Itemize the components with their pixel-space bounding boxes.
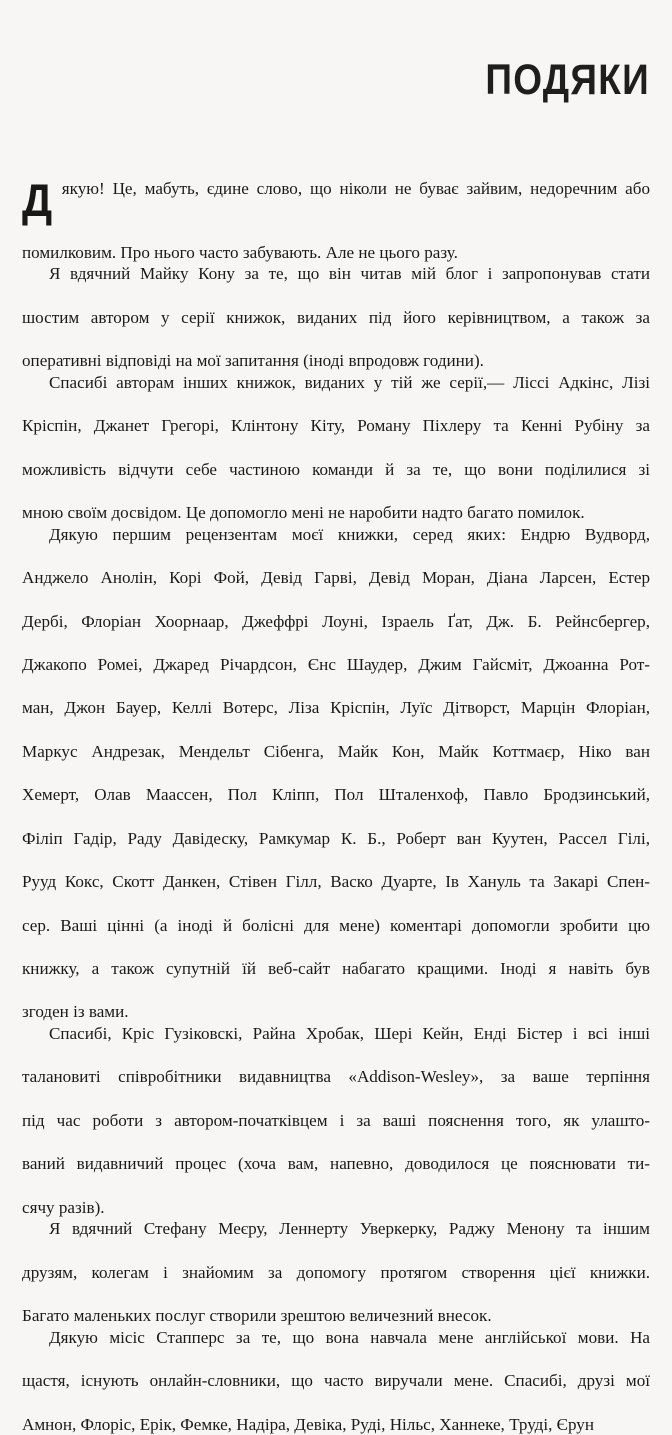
text-line: Філіп Гадір, Раду Давідеску, Рамкумар К. Б., Роберт ван Куутен, Рассел Гілі, bbox=[22, 828, 650, 848]
text-line: якую! Це, мабуть, єдине слово, що ніколи не буває зайвим, недоречним або bbox=[61, 179, 650, 198]
text-line: Джакопо Ромеі, Джаред Річардсон, Єнс Шаудер, Джим Гайсміт, Джоанна Рот- bbox=[22, 655, 650, 675]
paragraph-lines bbox=[22, 372, 650, 524]
paragraph bbox=[22, 1327, 650, 1435]
text-line: талановиті співробітники видавництва «Addison-Wesley», за ваше терпіння bbox=[22, 1067, 650, 1087]
text-line: можливість відчути себе частиною команди й за те, що вони поділилися зі bbox=[22, 459, 650, 479]
paragraph-lines bbox=[22, 1023, 650, 1218]
page-title: ПОДЯКИ bbox=[485, 56, 650, 104]
text-line: Рууд Кокс, Скотт Данкен, Стівен Гілл, Васко Дуарте, Ів Хануль та Закарі Спен- bbox=[22, 872, 650, 892]
text-line: сячу разів). bbox=[22, 1197, 105, 1217]
text-line: під час роботи з автором-початківцем і за ваші пояснення того, як улашто- bbox=[22, 1110, 650, 1130]
text-line: Дякую місіс Стапперс за те, що вона навчала мене англійської мови. На bbox=[49, 1327, 650, 1347]
text-line: Кріспін, Джанет Грегорі, Клінтону Кіту, Роману Піхлеру та Кенні Рубіну за bbox=[22, 416, 650, 436]
text-line: Маркус Андрезак, Мендельт Сібенга, Майк Кон, Майк Коттмаєр, Ніко ван bbox=[22, 741, 650, 761]
text-line: згоден із вами. bbox=[22, 1002, 129, 1022]
text-line: Анджело Анолін, Корі Фой, Девід Гарві, Девід Моран, Діана Ларсен, Естер bbox=[22, 568, 650, 588]
paragraph bbox=[22, 1218, 650, 1327]
text-line: мною своїм досвідом. Це допомогло мені не наробити надто багато помилок. bbox=[22, 503, 585, 523]
drop-cap: Д bbox=[22, 174, 53, 226]
paragraph bbox=[22, 174, 650, 263]
text-line: Хемерт, Олав Маассен, Пол Кліпп, Пол Шталенхоф, Павло Бродзинський, bbox=[22, 785, 650, 805]
text-line: ваний видавничий процес (хоча вам, напевно, доводилося це пояснювати ти- bbox=[22, 1154, 650, 1174]
text-line: Дербі, Флоріан Хоорнаар, Джеффрі Лоуні, Ізраель Ґат, Дж. Б. Рейнсбергер, bbox=[22, 611, 650, 631]
text-line: Амнон, Флоріс, Ерік, Фемке, Надіра, Девіка, Руді, Нільс, Ханнеке, Труді, Єрун bbox=[22, 1414, 594, 1434]
paragraph bbox=[22, 372, 650, 524]
text-line: ман, Джон Бауер, Келлі Вотерс, Ліза Кріспін, Луїс Дітворст, Марцін Флоріан, bbox=[22, 698, 650, 718]
paragraph bbox=[22, 1023, 650, 1218]
text-line: сер. Ваші цінні (а іноді й болісні для мене) коментарі допомогли зробити цю bbox=[22, 915, 650, 935]
text-line: Спасибі авторам інших книжок, виданих у тій же серії,— Ліссі Адкінс, Лізі bbox=[49, 372, 650, 392]
text-line: Спасибі, Кріс Гузіковскі, Райна Хробак, Шері Кейн, Енді Бістер і всі інші bbox=[49, 1024, 650, 1044]
text-line: друзям, колегам і знайомим за допомогу протягом створення цієї книжки. bbox=[22, 1262, 650, 1282]
paragraph bbox=[22, 524, 650, 1023]
text-line: щастя, існують онлайн-словники, що часто виручали мене. Спасибі, друзі мої bbox=[22, 1371, 650, 1391]
paragraph-lines bbox=[22, 1218, 650, 1327]
text-line: Я вдячний Майку Кону за те, що він читав мій блог і запропонував стати bbox=[49, 264, 650, 284]
text-line: Багато маленьких послуг створили зрештою величезний внесок. bbox=[22, 1306, 492, 1326]
paragraph-lines bbox=[22, 524, 650, 1023]
text-line: книжку, а також супутній їй веб-сайт набагато кращими. Іноді я навіть був bbox=[22, 958, 650, 978]
paragraph-lines bbox=[22, 174, 650, 263]
text-line: Дякую першим рецензентам моєї книжки, серед яких: Ендрю Вудворд, bbox=[49, 524, 650, 544]
text-line: шостим автором у серії книжок, виданих під його керівництвом, а також за bbox=[22, 307, 650, 327]
paragraph-lines bbox=[22, 263, 650, 372]
body-text-block bbox=[22, 174, 650, 1435]
text-line: помилковим. Про нього часто забувають. Але не цього разу. bbox=[22, 242, 458, 262]
paragraph-lines bbox=[22, 1327, 650, 1435]
text-line: оперативні відповіді на мої запитання (іноді впродовж години). bbox=[22, 351, 484, 371]
text-line: Я вдячний Стефану Меєру, Леннерту Уверкерку, Раджу Менону та іншим bbox=[49, 1219, 650, 1239]
paragraph bbox=[22, 263, 650, 372]
